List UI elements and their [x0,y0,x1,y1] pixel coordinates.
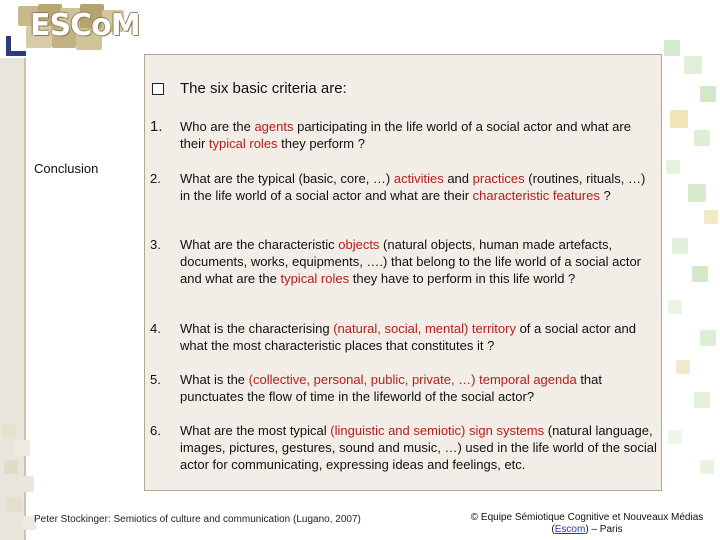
criteria-heading-row [152,80,347,97]
criteria-text-segment: Who are the [180,119,255,134]
criteria-text-segment: What is the [180,372,249,387]
criteria-text-segment: What are the characteristic [180,237,339,252]
criteria-text-segment: (natural language, images, pictures, gestures, sound and music, …) used in the life world of the social actor for communicating, expressing ideas and feelings, etc. [180,423,657,472]
criteria-heading: The six basic criteria are: [180,80,347,97]
criteria-text-segment: participating in the life world of a social actor and what are their [180,119,631,151]
criteria-item [150,118,658,152]
criteria-number: 6. [150,423,161,438]
criteria-text [180,236,658,287]
criteria-item [150,422,658,473]
criteria-number: 4. [150,321,161,336]
criteria-item [150,371,658,405]
criteria-number: 2. [150,171,161,186]
criteria-text [180,118,658,152]
criteria-number: 3. [150,237,161,252]
criteria-number: 1. [150,118,163,135]
highlighted-term: agents [254,119,294,134]
criteria-text-segment: What is the characterising [180,321,334,336]
criteria-text-segment: What are the typical (basic, core, …) [180,171,394,186]
criteria-text [180,422,658,473]
criteria-text-segment: that punctuates the flow of time in the lifeworld of the social actor? [180,372,602,404]
criteria-number: 5. [150,372,161,387]
criteria-item [150,236,658,287]
footer-paren-close: ) – Paris [585,524,623,535]
escom-link[interactable]: Escom [554,524,586,535]
criteria-text-segment: they perform ? [277,136,365,151]
criteria-text [180,320,658,354]
criteria-text [180,371,658,405]
square-bullet-icon [152,83,164,95]
criteria-text-segment: ? [599,188,611,203]
criteria-item [150,320,658,354]
footer-citation: Peter Stockinger: Semiotics of culture and communication (Lugano, 2007) [34,514,361,525]
criteria-text [180,170,658,204]
criteria-text-segment: they have to perform in this life world ? [349,271,576,286]
criteria-text-segment: of a social actor and what the most characteristic places that constitutes it ? [180,321,636,353]
escom-logo [0,0,140,58]
highlighted-term: typical roles [280,271,350,286]
criteria-text-segment: (routines, rituals, …) in the life world of a social actor and what are their [180,171,646,203]
footer-copyright-line: © Equipe Sémiotique Cognitive et Nouveaux Médias [470,512,704,523]
sidebar-section-label: Conclusion [34,161,99,176]
highlighted-term: objects [338,237,380,252]
criteria-text-segment: What are the most typical [180,423,331,438]
footer-copyright [462,512,712,536]
highlighted-term: characteristic features [472,188,600,203]
criteria-text-segment: (natural objects, human made artefacts, documents, works, equipments, ….) that belong to the life world of a social actor and what are the [180,237,642,286]
highlighted-term: (linguistic and semiotic) sign systems [330,423,545,438]
highlighted-term: practices [472,171,525,186]
logo-wordmark: ESCoM [30,8,140,43]
criteria-text-segment: and [443,171,473,186]
highlighted-term: typical roles [208,136,278,151]
highlighted-term: (collective, personal, public, private, …) temporal agenda [248,372,577,387]
footer-credit-line [462,524,712,536]
highlighted-term: (natural, social, mental) territory [333,321,516,336]
footer-paren-open: ( [551,524,555,535]
logo-corner-mark [6,36,26,56]
criteria-item [150,170,658,204]
highlighted-term: activities [393,171,444,186]
